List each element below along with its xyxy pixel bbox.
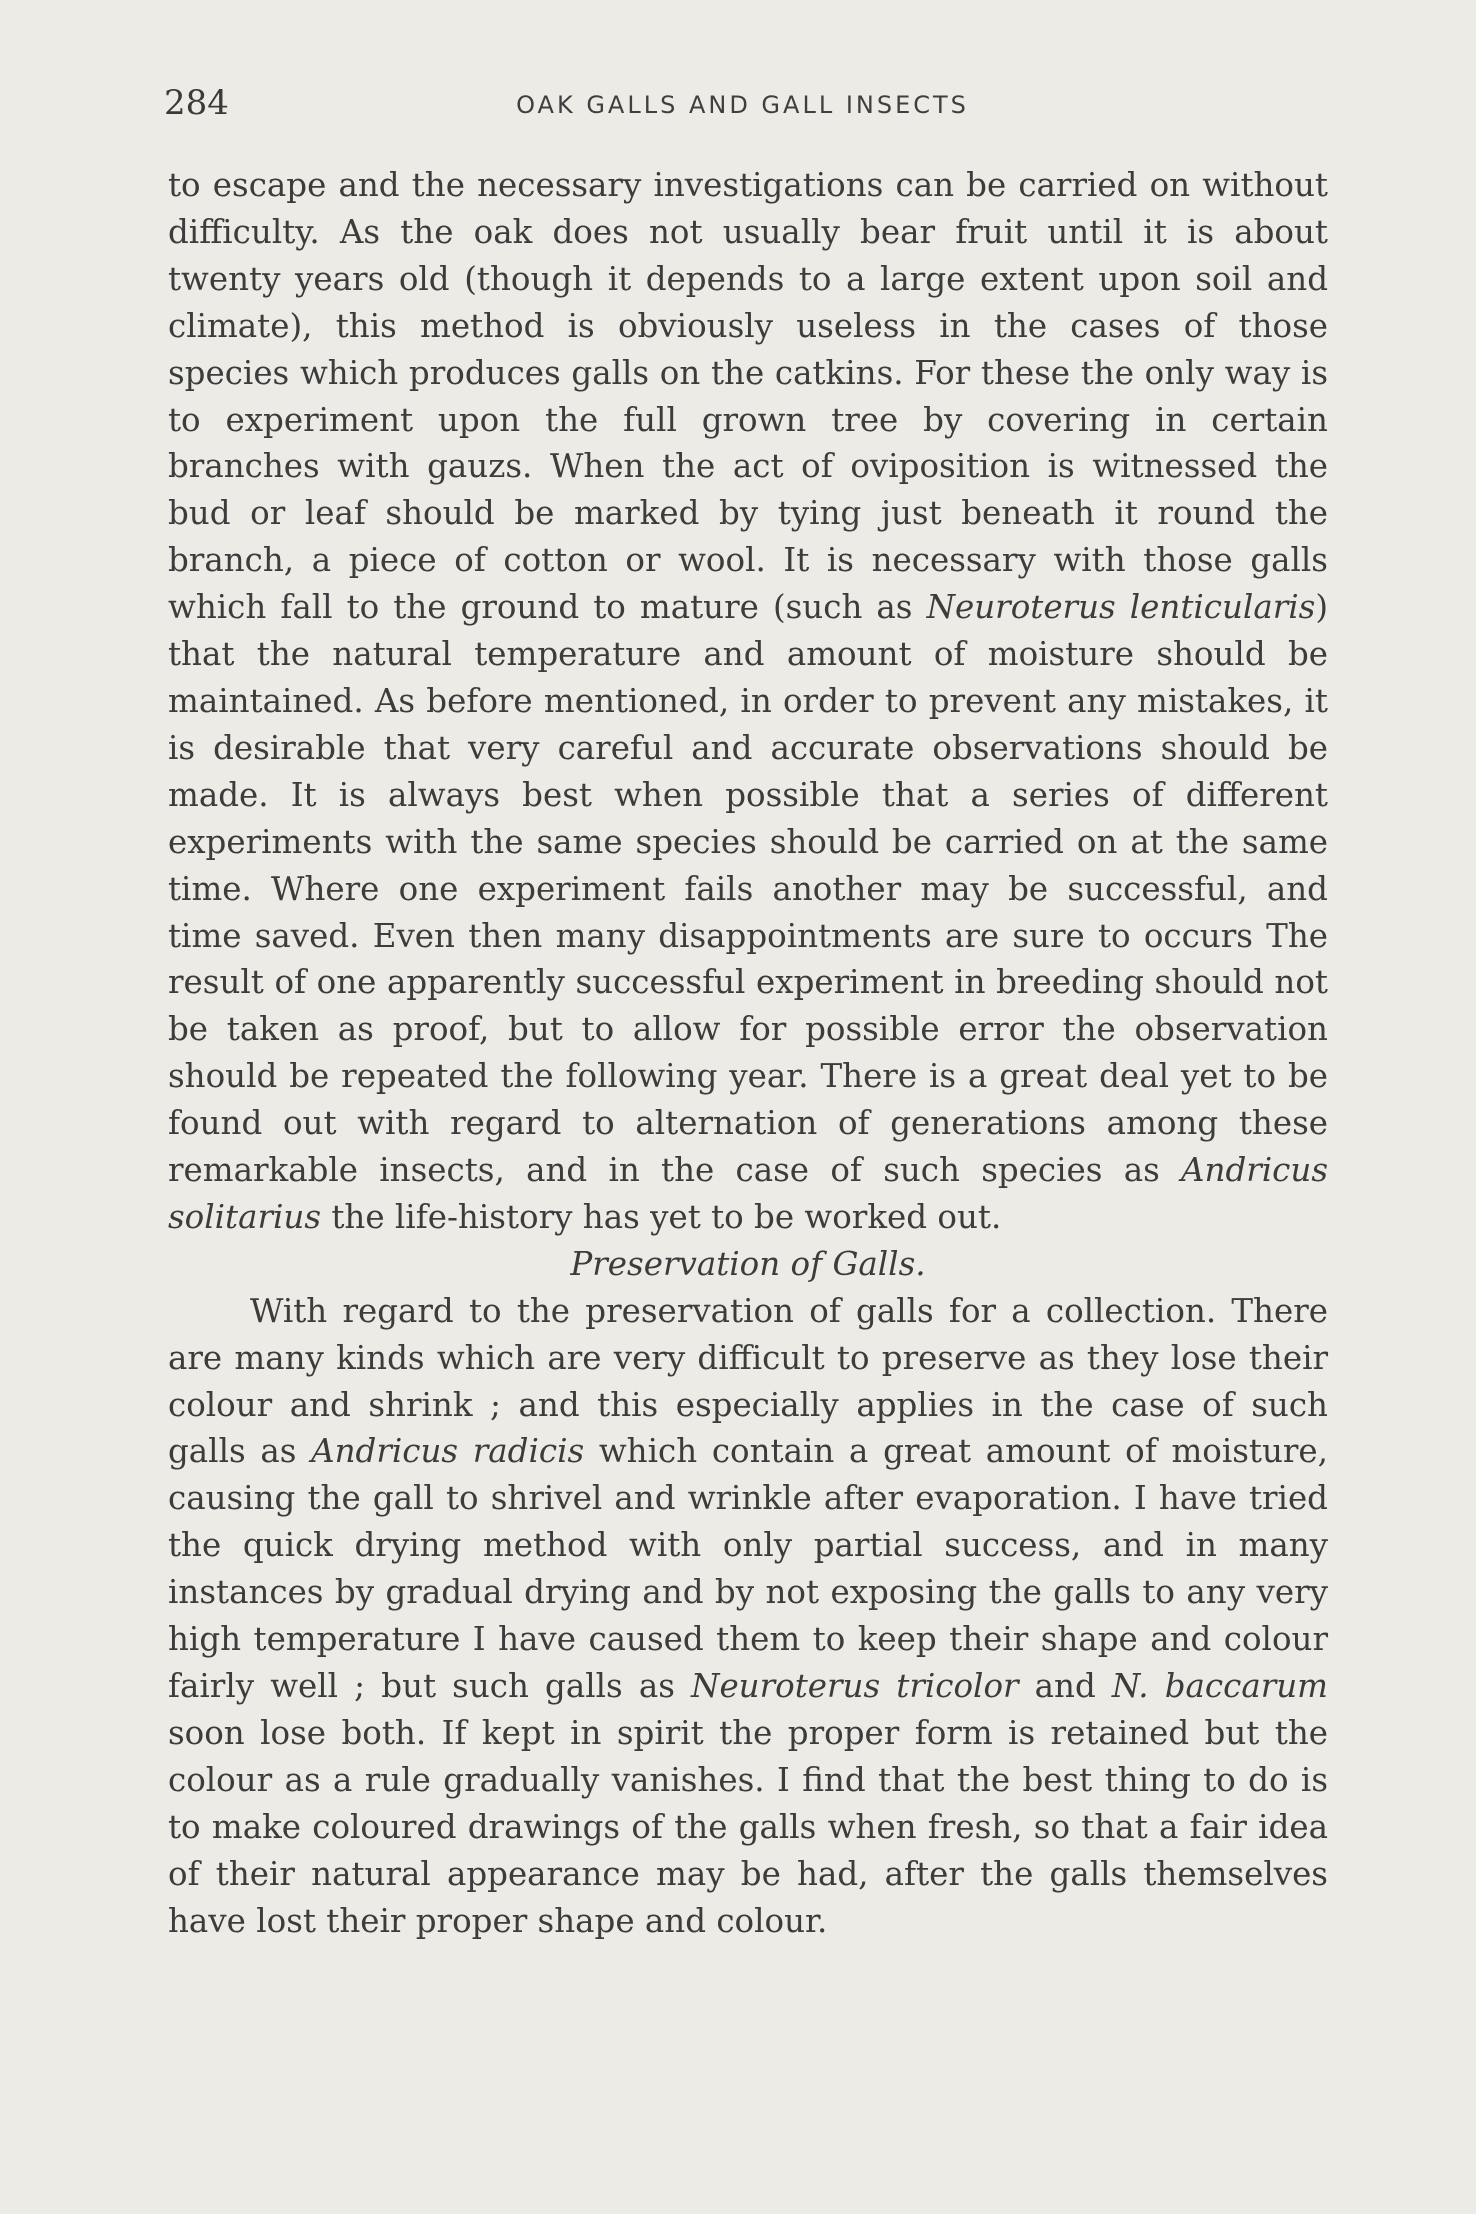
text-run: which contain a great amount of moisture, causing the gall to shrivel and wrinkle after evaporation. I have tried the quick drying method with only partial success, and in many instances by gradual drying and by not exposing the galls to any very high temperature I have caused them to keep their shape and colour fairly well ; but such galls as xyxy=(168,1432,1328,1705)
paragraph-breeding-experiments xyxy=(168,162,1328,1241)
page-header xyxy=(160,83,1325,133)
page-number: 284 xyxy=(164,83,229,123)
species-name: Andricus radicis xyxy=(311,1432,585,1471)
text-run: ) that the natural temperature and amount of moisture should be maintained. As before mentioned, in order to prevent any mistakes, it is desirable that very careful and accurate observations should be made. It is always best when possible that a series of different experiments with the same species should be carried on at the same time. Where one experiment fails another may be successful, and time saved. Even then many disappointments are sure to occurs The result of one apparently successful experiment in breeding should not be taken as proof, but to allow for possible error the observation should be repeated the following year. There is a great deal yet to be found out with regard to alternation of generations among these remarkable insects, and in the case of such species as xyxy=(168,588,1328,1190)
species-name: Andricus solitarius xyxy=(168,1151,1328,1236)
species-name: Neuroterus tricolor xyxy=(691,1667,1019,1705)
text-run: the life-history has yet to be worked out. xyxy=(321,1197,1002,1236)
running-head: OAK GALLS AND GALL INSECTS xyxy=(516,91,969,119)
text-run: to escape and the necessary investigations can be carried on without difficulty. As the oak does not usually bear fruit until it is about twenty years old (though it depends to a large extent upon soil and climate), this method is obviously useless in the cases of those species which produces galls on the catkins. For these the only way is to experiment upon the full grown tree by covering in certain branches with gauzs. When the act of oviposition is witnessed the bud or leaf should be marked by tying just beneath it round the branch, a piece of cotton or wool. It is necessary with those galls which fall to the ground to mature (such as xyxy=(168,166,1328,627)
body-text xyxy=(168,162,1328,1944)
text-run: soon lose both. If kept in spirit the proper form is retained but the colour as a rule gradually vanishes. I find that the best thing to do is to make coloured drawings of the galls when fresh, so that a fair idea of their natural appearance may be had, after the galls themselves have lost their proper shape and colour. xyxy=(168,1713,1328,1940)
text-run: and xyxy=(1018,1667,1112,1705)
species-name: N. baccarum xyxy=(1111,1667,1328,1705)
species-name: Neuroterus lenticularis xyxy=(926,588,1316,627)
text-run: With regard to the preservation of galls for a collection. There are many kinds which are very difficult to preserve as they lose their colour and shrink ; and this especially applies in the case of such galls as xyxy=(168,1291,1328,1471)
paragraph-preservation xyxy=(168,1288,1328,1945)
section-heading: Preservation of Galls. xyxy=(570,1244,926,1283)
